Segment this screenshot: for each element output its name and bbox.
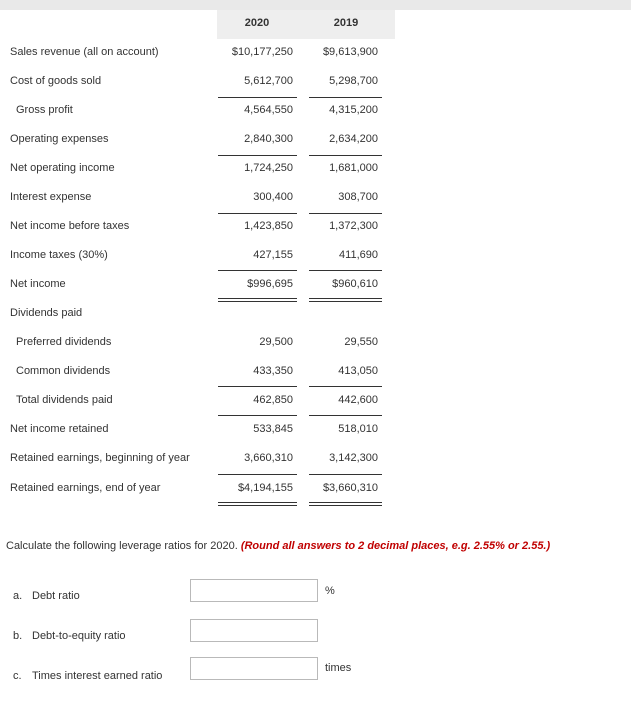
value-2020: 2,840,300 <box>244 133 293 145</box>
value-2019: 1,372,300 <box>329 220 378 232</box>
value-2020: 1,423,850 <box>244 220 293 232</box>
value-2020: 3,660,310 <box>244 452 293 464</box>
row-label: Common dividends <box>16 365 111 377</box>
header-2019: 2019 <box>333 17 359 29</box>
top-bar <box>0 0 631 10</box>
value-2020: 300,400 <box>253 191 293 203</box>
question-text: Calculate the following leverage ratios for 2020. <box>6 540 238 552</box>
value-2019: 442,600 <box>338 394 378 406</box>
debt-to-equity-input[interactable] <box>190 619 318 642</box>
double-underline <box>309 502 382 503</box>
times-unit: times <box>325 662 352 674</box>
double-underline <box>218 298 297 299</box>
value-2020: 29,500 <box>259 336 293 348</box>
value-2019: 4,315,200 <box>329 104 378 116</box>
debt-to-equity-label: Debt-to-equity ratio <box>32 630 126 642</box>
underline <box>218 386 297 387</box>
double-underline <box>218 301 297 302</box>
value-2020: $10,177,250 <box>231 46 293 58</box>
row-label: Total dividends paid <box>16 394 113 406</box>
underline <box>309 386 382 387</box>
row-label: Operating expenses <box>10 133 109 145</box>
debt-ratio-input[interactable] <box>190 579 318 602</box>
double-underline <box>309 301 382 302</box>
row-label: Preferred dividends <box>16 336 112 348</box>
row-label: Retained earnings, beginning of year <box>10 452 190 464</box>
double-underline <box>309 505 382 506</box>
row-label: Cost of goods sold <box>10 75 102 87</box>
value-2019: 518,010 <box>338 423 378 435</box>
row-label: Sales revenue (all on account) <box>10 46 159 58</box>
answer-letter: b. <box>13 630 23 642</box>
underline <box>218 415 297 416</box>
underline <box>309 97 382 98</box>
underline <box>309 270 382 271</box>
percent-unit: % <box>325 585 335 597</box>
row-label: Dividends paid <box>10 307 83 319</box>
value-2020: 1,724,250 <box>244 162 293 174</box>
debt-ratio-label: Debt ratio <box>32 590 80 602</box>
row-label: Interest expense <box>10 191 92 203</box>
underline <box>218 474 297 475</box>
value-2020: 533,845 <box>253 423 293 435</box>
rounding-note: (Round all answers to 2 decimal places, e.g. 2.55% or 2.55.) <box>240 540 551 552</box>
value-2019: 308,700 <box>338 191 378 203</box>
underline <box>218 155 297 156</box>
row-label: Net income <box>10 278 66 290</box>
underline <box>218 97 297 98</box>
value-2019: $9,613,900 <box>322 46 378 58</box>
double-underline <box>309 298 382 299</box>
value-2019: 1,681,000 <box>329 162 378 174</box>
value-2019: 5,298,700 <box>329 75 378 87</box>
underline <box>218 270 297 271</box>
value-2020: 4,564,550 <box>244 104 293 116</box>
value-2020: $4,194,155 <box>237 482 293 494</box>
answer-letter: a. <box>13 590 23 602</box>
underline <box>218 213 297 214</box>
value-2019: $3,660,310 <box>322 482 378 494</box>
answer-letter: c. <box>13 670 22 682</box>
double-underline <box>218 505 297 506</box>
value-2019: 29,550 <box>344 336 378 348</box>
row-label: Net income retained <box>10 423 109 435</box>
value-2019: 2,634,200 <box>329 133 378 145</box>
value-2020: 427,155 <box>253 249 293 261</box>
header-2020: 2020 <box>244 17 270 29</box>
row-label: Income taxes (30%) <box>10 249 108 261</box>
underline <box>309 474 382 475</box>
times-interest-earned-label: Times interest earned ratio <box>32 670 163 682</box>
value-2019: $960,610 <box>332 278 378 290</box>
value-2019: 413,050 <box>338 365 378 377</box>
value-2019: 411,690 <box>339 249 378 261</box>
row-label: Net operating income <box>10 162 115 174</box>
times-interest-earned-input[interactable] <box>190 657 318 680</box>
double-underline <box>218 502 297 503</box>
row-label: Retained earnings, end of year <box>10 482 161 494</box>
underline <box>309 213 382 214</box>
value-2020: 462,850 <box>253 394 293 406</box>
row-label: Net income before taxes <box>10 220 130 232</box>
value-2020: $996,695 <box>247 278 293 290</box>
underline <box>309 415 382 416</box>
row-label: Gross profit <box>16 104 73 116</box>
value-2020: 5,612,700 <box>244 75 293 87</box>
value-2019: 3,142,300 <box>329 452 378 464</box>
value-2020: 433,350 <box>253 365 293 377</box>
underline <box>309 155 382 156</box>
question-instructions <box>6 540 550 552</box>
